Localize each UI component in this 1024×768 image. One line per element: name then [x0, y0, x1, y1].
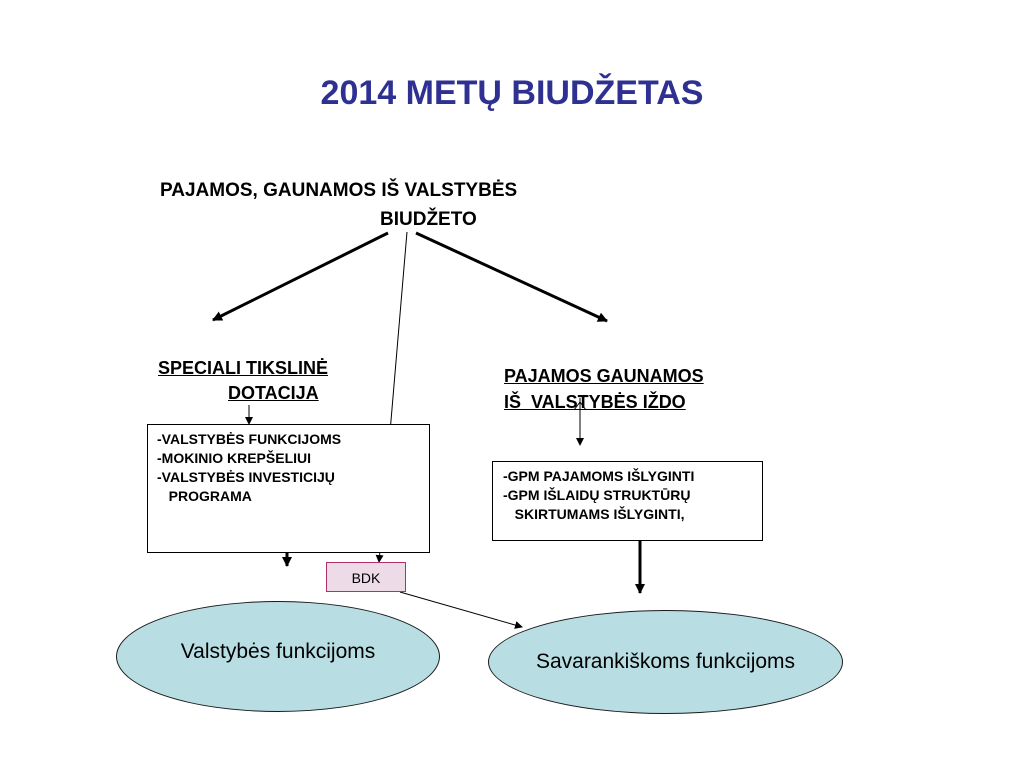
slide-title: 2014 METŲ BIUDŽETAS	[320, 74, 704, 112]
left-node-line2	[158, 381, 319, 406]
arrow-bdk-to-ellipse	[400, 592, 522, 627]
state-functions-ellipse	[116, 601, 440, 712]
right-box-line: -GPM IŠLAIDŲ STRUKTŪRŲ	[503, 487, 691, 503]
state-functions-label: Valstybės funkcijoms	[180, 639, 376, 663]
right-box-line: SKIRTUMAMS IŠLYGINTI,	[503, 506, 685, 522]
arrow-top-to-left	[213, 233, 388, 320]
arrow-top-to-right	[416, 233, 607, 321]
left-box-line: PROGRAMA	[157, 488, 252, 504]
right-node-line2: IŠ VALSTYBĖS IŽDO	[504, 392, 686, 412]
independent-functions-ellipse	[488, 610, 843, 714]
left-node-line1: SPECIALI TIKSLINĖ	[158, 358, 329, 378]
left-box-line: -VALSTYBĖS INVESTICIJŲ	[157, 469, 335, 485]
left-box-line: -MOKINIO KREPŠELIUI	[157, 450, 312, 466]
right-node-line1: PAJAMOS GAUNAMOS	[504, 366, 704, 386]
left-box	[147, 424, 430, 553]
top-node-line1: PAJAMOS, GAUNAMOS IŠ VALSTYBĖS	[160, 180, 518, 201]
bdk-label-box: BDK	[326, 562, 406, 592]
left-node-line2-text: DOTACIJA	[228, 383, 319, 403]
right-box-line: -GPM PAJAMOMS IŠLYGINTI	[503, 468, 695, 484]
top-node-line2: BIUDŽETO	[380, 209, 477, 230]
right-box	[492, 461, 763, 541]
left-box-line: -VALSTYBĖS FUNKCIJOMS	[157, 431, 342, 447]
independent-functions-label: Savarankiškoms funkcijoms	[535, 650, 796, 673]
